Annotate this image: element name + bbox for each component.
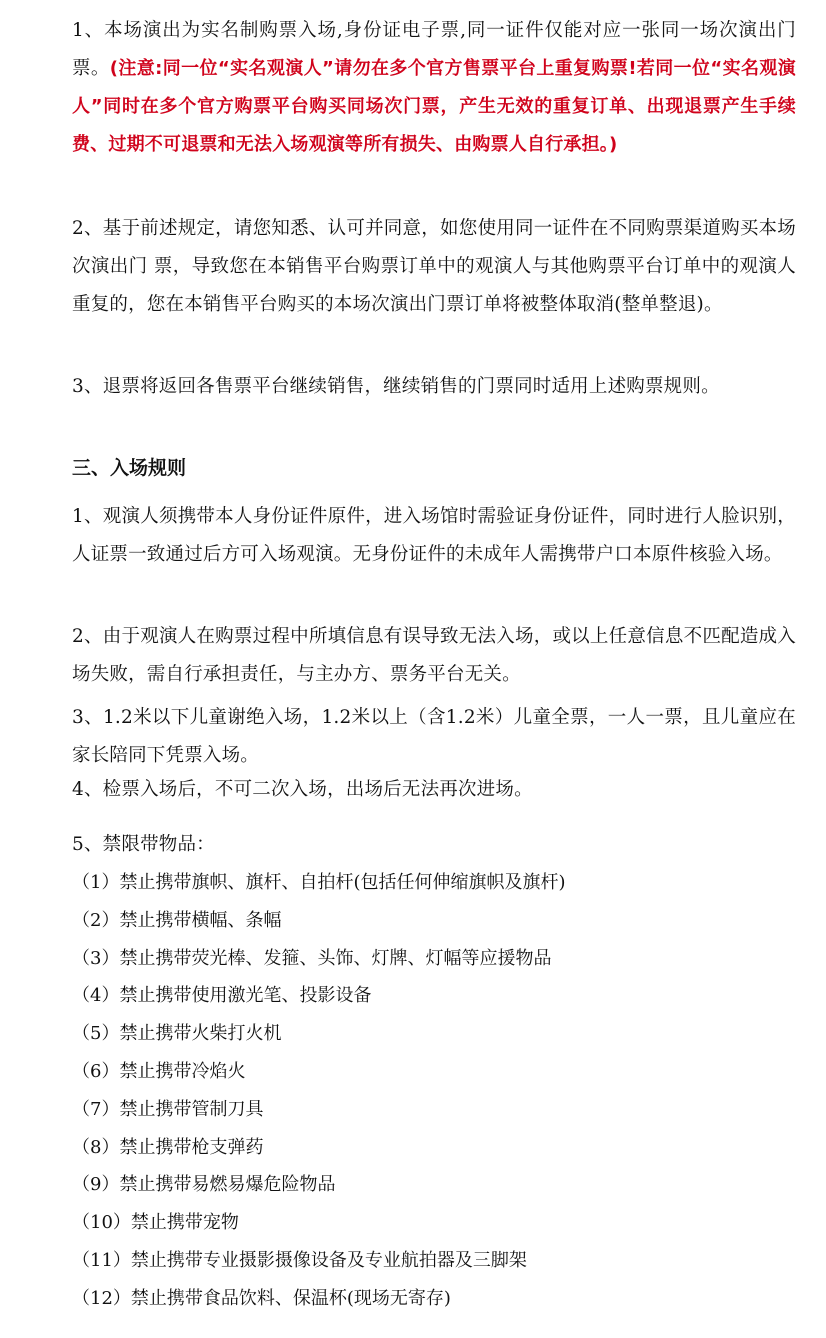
- list-item: （10）禁止携带宠物: [72, 1212, 239, 1234]
- entry-rule-2: 2、由于观演人在购票过程中所填信息有误导致无法入场，或以上任意信息不匹配造成入场失败，需自行承担责任，与主办方、票务平台无关。: [72, 626, 796, 685]
- intro-paragraph-3: 3、退票将返回各售票平台继续销售，继续销售的门票同时适用上述购票规则。: [72, 376, 720, 397]
- list-item: （12）禁止携带食品饮料、保温杯(现场无寄存): [72, 1287, 451, 1309]
- intro-paragraph-2: 2、基于前述规定，请您知悉、认可并同意，如您使用同一证件在不同购票渠道购买本场次演出门 票，导致您在本销售平台购票订单中的观演人与其他购票平台订单中的观演人重复的，您在本销售平台购买的本场次演出门票订单将被整体取消(整单整退)。: [72, 218, 796, 315]
- prohibited-items-list: [72, 864, 796, 1318]
- list-item: （9）禁止携带易燃易爆危险物品: [72, 1174, 336, 1196]
- list-item: （8）禁止携带枪支弹药: [72, 1136, 264, 1158]
- entry-rule-3: 3、1.2米以下儿童谢绝入场，1.2米以上（含1.2米）儿童全票，一人一票，且儿童应在家长陪同下凭票入场。: [72, 707, 796, 766]
- list-item: （2）禁止携带横幅、条幅: [72, 909, 282, 931]
- list-item: （5）禁止携带火柴打火机: [72, 1023, 282, 1045]
- list-item: （7）禁止携带管制刀具: [72, 1098, 264, 1120]
- entry-rule-1: 1、观演人须携带本人身份证件原件，进入场馆时需验证身份证件，同时进行人脸识别，人证票一致通过后方可入场观演。无身份证件的未成年人需携带户口本原件核验入场。: [72, 506, 796, 565]
- list-item: （6）禁止携带冷焰火: [72, 1060, 246, 1082]
- section-title-entry-rules: 三、入场规则: [72, 457, 187, 479]
- list-item: （4）禁止携带使用激光笔、投影设备: [72, 985, 372, 1007]
- list-item: （11）禁止携带专业摄影摄像设备及专业航拍器及三脚架: [72, 1249, 527, 1271]
- list-item: （3）禁止携带荧光棒、发箍、头饰、灯牌、灯幅等应援物品: [72, 947, 552, 969]
- list-item: （1）禁止携带旗帜、旗杆、自拍杆(包括任何伸缩旗帜及旗杆): [72, 872, 566, 893]
- entry-rule-5-heading: 5、禁限带物品：: [72, 834, 215, 855]
- intro-paragraph-1-text: 1、本场演出为实名制购票入场,身份证电子票,同一证件仅能对应一张同一场次演出门票。: [72, 20, 796, 79]
- duplicate-purchase-warning: (注意:同一位“实名观演人”请勿在多个官方售票平台上重复购票!若同一位“实名观演人”同时在多个官方购票平台购买同场次门票，产生无效的重复订单、出现退票产生手续费、过期不可退票和无法入场观演等所有损失、由购票人自行承担。): [72, 58, 796, 155]
- intro-paragraph-1: [72, 12, 796, 164]
- entry-rule-4: 4、检票入场后，不可二次入场，出场后无法再次进场。: [72, 779, 533, 800]
